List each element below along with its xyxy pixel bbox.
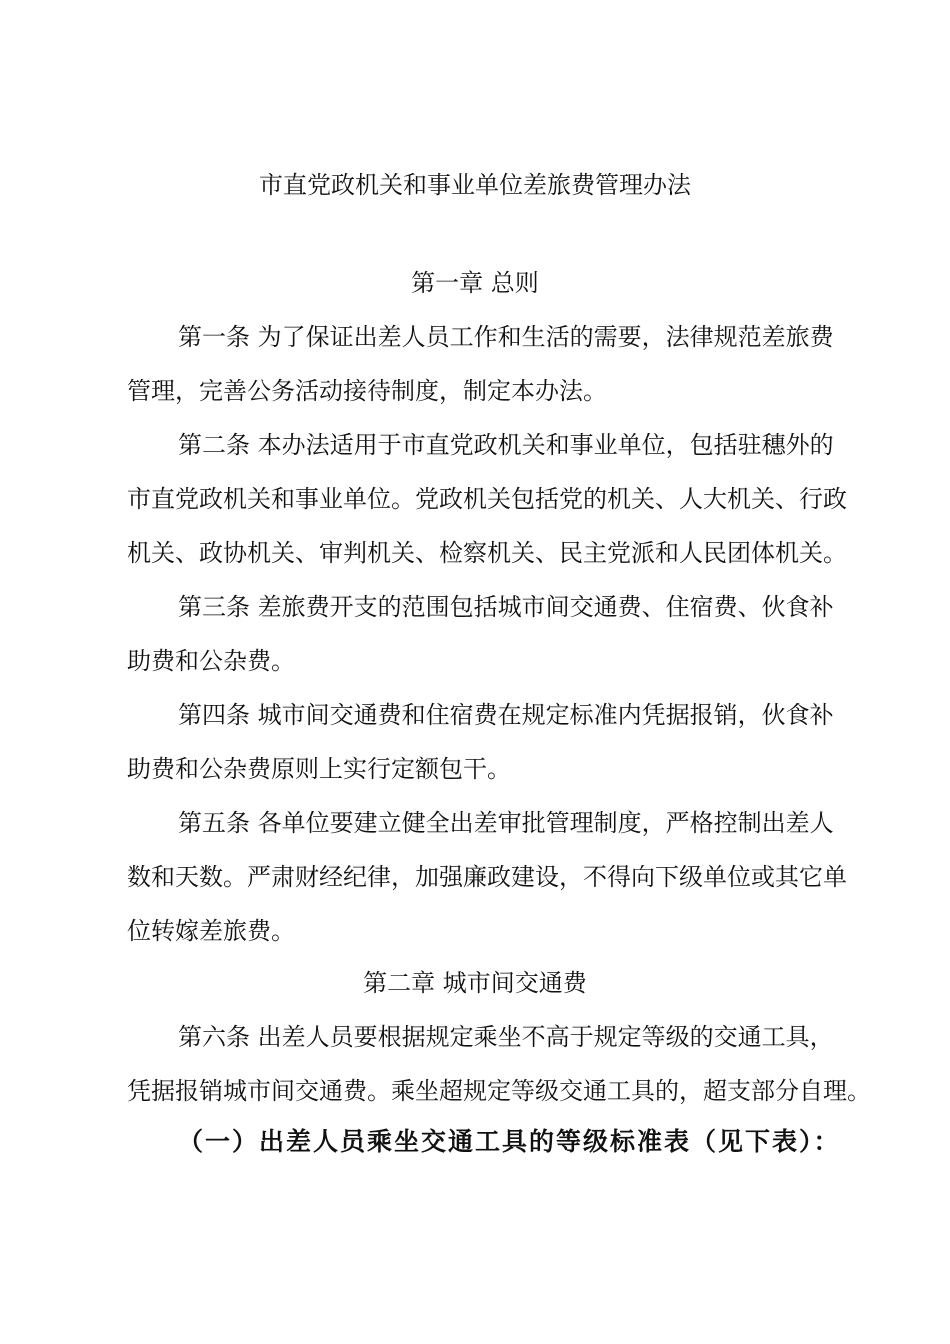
paragraph-line: 第六条 出差人员要根据规定乘坐不高于规定等级的交通工具， (178, 1023, 834, 1051)
paragraph-line: 第三条 差旅费开支的范围包括城市间交通费、住宿费、伙食补 (178, 593, 834, 621)
chapter-heading: 第二章 城市间交通费 (363, 969, 587, 997)
paragraph-line: 助费和公杂费原则上实行定额包干。 (127, 755, 511, 783)
subsection-heading: （一）出差人员乘坐交通工具的等级标准表（见下表）： (178, 1127, 841, 1156)
paragraph-line: 凭据报销城市间交通费。乘坐超规定等级交通工具的，超支部分自理。 (127, 1077, 871, 1105)
paragraph-line: 助费和公杂费。 (127, 647, 295, 675)
paragraph-line: 位转嫁差旅费。 (127, 917, 295, 945)
paragraph-line: 第四条 城市间交通费和住宿费在规定标准内凭据报销，伙食补 (178, 701, 834, 729)
paragraph-line: 数和天数。严肃财经纪律，加强廉政建设，不得向下级单位或其它单 (127, 863, 847, 891)
chapter-heading: 第一章 总则 (411, 269, 539, 297)
paragraph-line: 第二条 本办法适用于市直党政机关和事业单位，包括驻穗外的 (178, 431, 834, 459)
paragraph-line: 第五条 各单位要建立健全出差审批管理制度，严格控制出差人 (178, 809, 834, 837)
paragraph-line: 管理，完善公务活动接待制度，制定本办法。 (127, 377, 607, 405)
paragraph-line: 市直党政机关和事业单位。党政机关包括党的机关、人大机关、行政 (127, 485, 847, 513)
paragraph-line: 第一条 为了保证出差人员工作和生活的需要，法律规范差旅费 (178, 323, 834, 351)
document-title: 市直党政机关和事业单位差旅费管理办法 (259, 171, 691, 199)
paragraph-line: 机关、政协机关、审判机关、检察机关、民主党派和人民团体机关。 (127, 539, 847, 567)
